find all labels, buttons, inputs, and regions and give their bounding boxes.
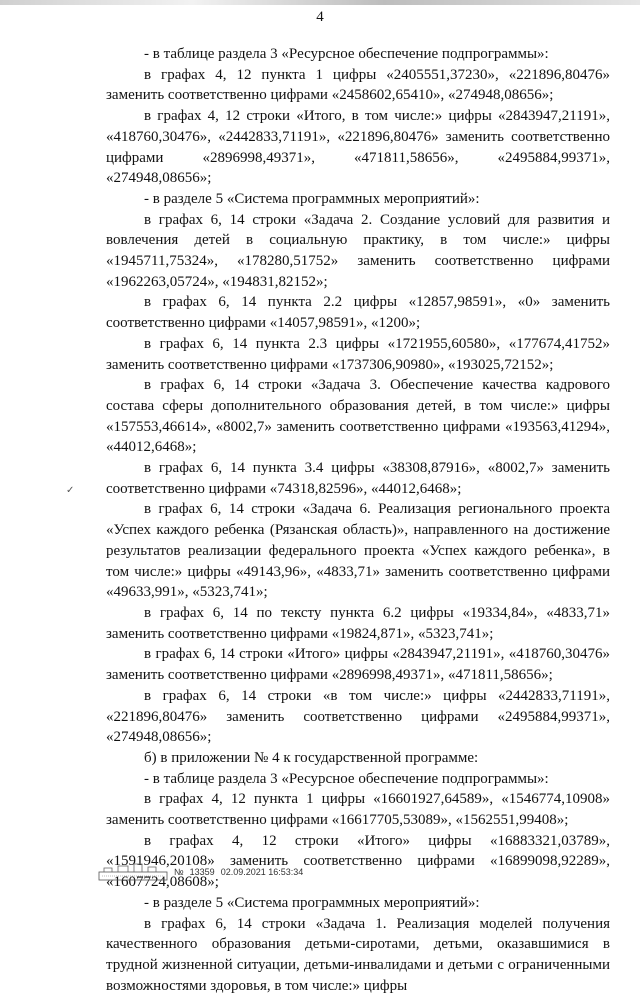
- document-body: [106, 44, 610, 996]
- paragraph: в графах 6, 14 строки «Задача 1. Реализация моделей получения качественного образования детьми-сиротами, детьми, оказавшимися в трудной жизненной ситуации, детьми-инвалидами и детьми с ограниченными возможностями здоровья, в том числе:» цифры: [106, 915, 610, 994]
- doc-id: 13359: [189, 867, 215, 877]
- paragraph: в графах 6, 14 строки «в том числе:» цифры «2442833,71191», «221896,80476» заменить соответственно цифрами «2495884,99371», «274948,08656»;: [106, 687, 610, 746]
- paragraph: - в разделе 5 «Система программных мероприятий»:: [144, 894, 480, 911]
- registry-stamp-icon: [98, 863, 168, 881]
- document-footer: [98, 862, 303, 882]
- paragraph: - в разделе 5 «Система программных мероприятий»:: [144, 190, 480, 207]
- paragraph: в графах 6, 14 строки «Задача 6. Реализация регионального проекта «Успех каждого ребенка (Рязанская область)», направленного на достижение результатов реализации федерального проекта «Успех каждого ребенка», в том числе:» цифры «49143,96», «4833,71» заменить соответственно цифрами «49633,991», «5323,741»;: [106, 501, 610, 601]
- paragraph: в графах 4, 12 пункта 1 цифры «2405551,37230», «221896,80476» заменить соответственно цифрами «2458602,65410», «274948,08656»;: [106, 66, 610, 104]
- margin-mark: ✓: [66, 485, 75, 496]
- paragraph: в графах 6, 14 строки «Задача 3. Обеспечение качества кадрового состава сферы дополнительного образования детей, в том числе:» цифры «157553,46614», «8002,7» заменить соответственно цифрами «193563,41294», «44012,6468»;: [106, 377, 610, 456]
- paragraph: б) в приложении № 4 к государственной программе:: [144, 749, 479, 766]
- paragraph: в графах 4, 12 строки «Итого, в том числе:» цифры «2843947,21191», «418760,30476», «2442833,71191», «221896,80476» заменить соответственно цифрами «2896998,49371», «471811,58656», «2495884,99371», «274948,08656»;: [106, 108, 610, 187]
- paragraph: в графах 6, 14 строки «Итого» цифры «2843947,21191», «418760,30476» заменить соответственно цифрами «2896998,49371», «471811,58656»;: [106, 646, 610, 684]
- paragraph: - в таблице раздела 3 «Ресурсное обеспечение подпрограммы»:: [144, 770, 549, 787]
- paragraph: в графах 6, 14 строки «Задача 2. Создание условий для развития и вовлечения детей в социальную практику, в том числе:» цифры «1945711,75324», «178280,51752» заменить соответственно цифрами «1962263,05724», «194831,82152»;: [106, 211, 610, 290]
- id-prefix-icon: №: [174, 867, 184, 877]
- scan-top-edge: [0, 0, 640, 5]
- paragraph: в графах 6, 14 пункта 2.2 цифры «12857,98591», «0» заменить соответственно цифрами «14057,98591», «1200»;: [106, 294, 610, 332]
- paragraph: в графах 4, 12 пункта 1 цифры «16601927,64589», «1546774,10908» заменить соответственно цифрами «16617705,53089», «1562551,99408»;: [106, 791, 610, 829]
- paragraph: в графах 6, 14 пункта 2.3 цифры «1721955,60580», «177674,41752» заменить соответственно цифрами «1737306,90980», «193025,72152»;: [106, 335, 610, 373]
- doc-timestamp: 02.09.2021 16:53:34: [220, 867, 304, 877]
- paragraph: в графах 6, 14 по тексту пункта 6.2 цифры «19334,84», «4833,71» заменить соответственно цифрами «19824,871», «5323,741»;: [106, 604, 610, 642]
- paragraph: в графах 6, 14 пункта 3.4 цифры «38308,87916», «8002,7» заменить соответственно цифрами «74318,82596», «44012,6468»;: [106, 460, 610, 497]
- page-number: 4: [316, 9, 324, 25]
- paragraph: в графах 4, 12 строки «Итого» цифры «16883321,03789», «1591946,20108» заменить соответственно цифрами «16899098,92289», «1607724,08608»;: [106, 832, 610, 891]
- paragraph: - в таблице раздела 3 «Ресурсное обеспечение подпрограммы»:: [144, 46, 549, 62]
